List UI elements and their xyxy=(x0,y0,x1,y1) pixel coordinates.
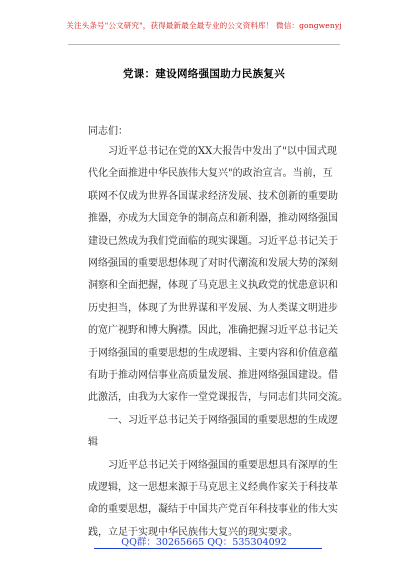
body-line: 习近平总书记关于网络强国的重要思想具有深厚的生 xyxy=(108,459,338,471)
body-line: 洞察和全面把握，体现了马克思主义执政党的忧患意识和 xyxy=(88,280,338,292)
body-line: 习近平总书记在党的XX大报告中发出了"以中国式现 xyxy=(108,146,337,157)
body-line: 的宽广视野和博大胸襟。因此，准确把握习近平总书记关 xyxy=(88,325,338,337)
body-line: 此激活，由我为大家作一堂党课报告，与同志们共同交流。 xyxy=(88,392,348,404)
body-line: 建设已然成为我们党面临的现实课题。习近平总书记关于 xyxy=(88,235,338,247)
footer-contact: QQ群：30265665 QQ：535304092 xyxy=(121,537,287,548)
body-line: 于网络强国的重要思想的生成逻辑、主要内容和价值意蕴 xyxy=(88,347,338,359)
body-line: 践，立足于实现中华民族伟大复兴的现实要求。 xyxy=(88,526,298,538)
header-banner: 关注头条号"公文研究"，获得最新最全最专业的公文资料库！ 微信：gongwenyj xyxy=(66,21,342,30)
body-line: 命的重要思想，凝结于中国共产党百年科技事业的伟大实 xyxy=(88,504,338,516)
body-line: 有助于推动网信事业高质量发展、推进网络强国建设。借 xyxy=(88,370,338,381)
document-title: 党课：建设网络强国助力民族复兴 xyxy=(123,68,285,80)
body-line: 代化全面推进中华民族伟大复兴"的政治宣言。当前，互 xyxy=(88,168,333,180)
body-line: 推器，亦成为大国竞争的制高点和新利器，推动网络强国 xyxy=(88,213,338,225)
body-line: 联网不仅成为世界各国谋求经济发展、技术创新的重要助 xyxy=(88,190,338,202)
body-line: 辑 xyxy=(88,437,98,449)
footer-underline xyxy=(94,548,322,549)
header-divider xyxy=(68,44,340,45)
body-line: 历史担当，体现了为世界谋和平发展、为人类谋文明进步 xyxy=(88,302,338,314)
body-line: 成逻辑，这一思想来源于马克思主义经典作家关于科技革 xyxy=(88,482,338,493)
body-line: 网络强国的重要思想体现了对时代潮流和发展大势的深刻 xyxy=(88,258,338,269)
salutation: 同志们： xyxy=(88,126,128,137)
body-line: 一、习近平总书记关于网络强国的重要思想的生成逻 xyxy=(108,414,338,426)
